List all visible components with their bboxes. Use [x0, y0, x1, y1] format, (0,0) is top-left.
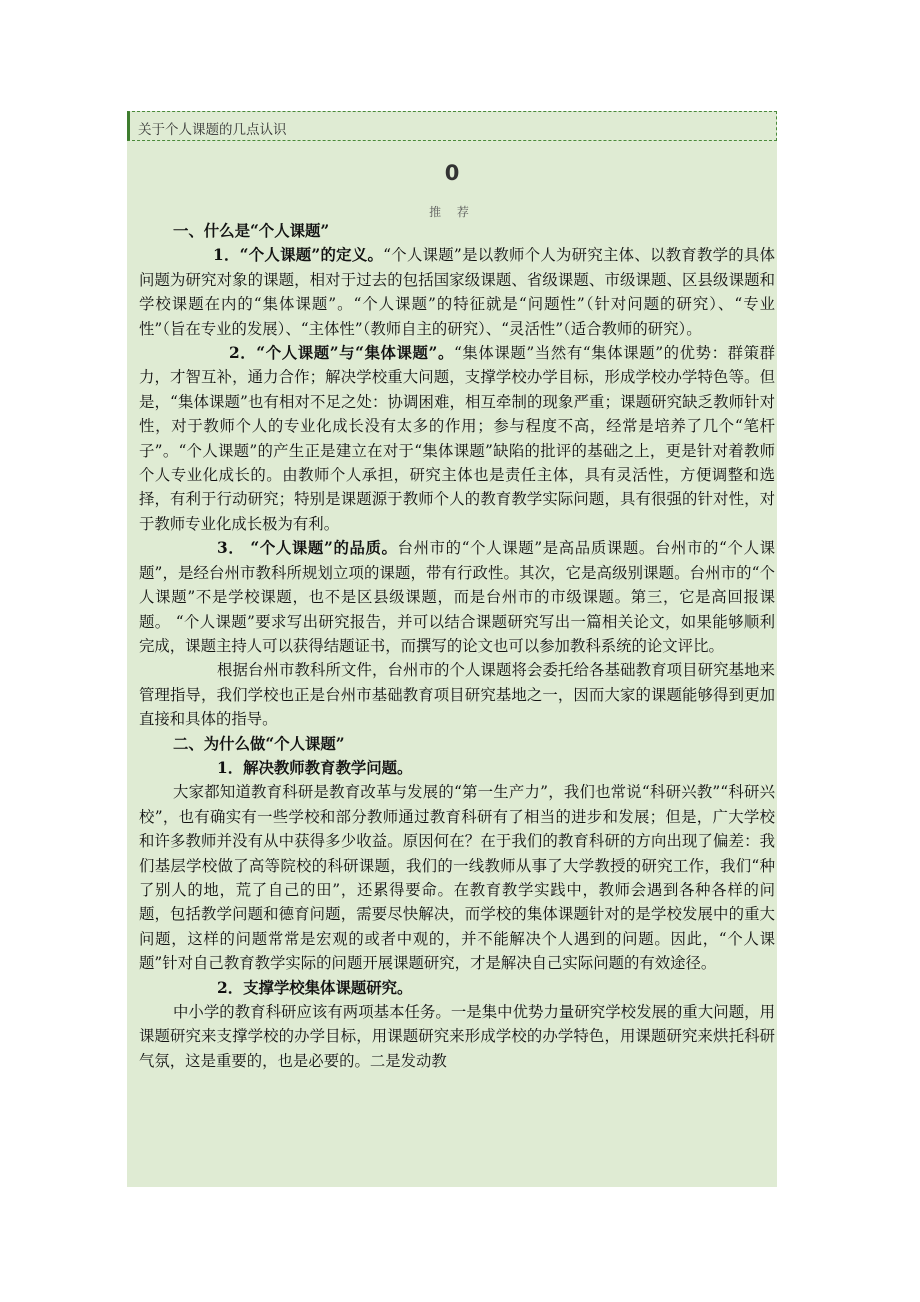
title-bar	[127, 111, 777, 141]
paragraph-support-research: 中小学的教育科研应该有两项基本任务。一是集中优势力量研究学校发展的重大问题，用课题研究来支撑学校的办学目标，用课题研究来形成学校的办学特色，用课题研究来烘托科研气氛，这是重要的，也是必要的。二是发动教	[139, 1003, 775, 1070]
paragraph-comparison: 2．“个人课题”与“集体课题”。“集体课题”当然有“集体课题”的优势：群策群力，才智互补，通力合作；解决学校重大问题，支撑学校办学目标，形成学校办学特色等。但是，“集体课题”也有相对不足之处：协调困难，相互牵制的现象严重；课题研究缺乏教师针对性，对于教师个人的专业化成长没有太多的作用；参与程度不高，经常是培养了几个“笔杆子”。“个人课题”的产生正是建立在对于“集体课题”缺陷的批评的基础之上，更是针对着教师个人专业化成长的。由教师个人承担，研究主体也是责任主体，具有灵活性，方便调整和选择，有利于行动研究；特别是课题源于教师个人的教育教学实际问题，具有很强的针对性，对于教师专业化成长极为有利。	[139, 344, 775, 533]
document-title: 关于个人课题的几点认识	[138, 122, 287, 138]
section-heading-1: 一、什么是“个人课题”	[173, 222, 330, 240]
subheading-solve-problems: 1．解决教师教育教学问题。	[217, 758, 413, 777]
document-body	[139, 219, 775, 1073]
paragraph-heading: 3． “个人课题”的品质。	[217, 539, 398, 558]
recommend-count: 0	[444, 161, 460, 185]
subheading-support-research: 2．支撑学校集体课题研究。	[217, 978, 413, 997]
section-heading-2: 二、为什么做“个人课题”	[173, 734, 345, 753]
paragraph-definition: 1．“个人课题”的定义。“个人课题”是以教师个人为研究主体、以教育教学的具体问题为研究对象的课题，相对于过去的包括国家级课题、省级课题、市级课题、区县级课题和学校课题在内的“集体课题”。“个人课题”的特征就是“问题性”（针对问题的研究）、“专业性”（旨在专业的发展）、“主体性”（教师自主的研究）、“灵活性”（适合教师的研究）。	[139, 246, 775, 338]
paragraph-heading: 1．“个人课题”的定义。	[213, 246, 384, 265]
recommend-label[interactable]: 推 荐	[429, 205, 475, 219]
paragraph-guidance: 根据台州市教科所文件，台州市的个人课题将会委托给各基础教育项目研究基地来管理指导，我们学校也正是台州市基础教育项目研究基地之一，因而大家的课题能够得到更加直接和具体的指导。	[139, 661, 775, 729]
paragraph-heading: 2．“个人课题”与“集体课题”。	[229, 344, 454, 363]
document-panel	[127, 111, 777, 1187]
paragraph-solve-problems: 大家都知道教育科研是教育改革与发展的“第一生产力”，我们也常说“科研兴教”“科研兴校”，也有确实有一些学校和部分教师通过教育科研有了相当的进步和发展；但是，广大学校和许多教师并没有从中获得多少收益。原因何在？在于我们的教育科研的方向出现了偏差：我们基层学校做了高等院校的科研课题，我们的一线教师从事了大学教授的研究工作，我们“种了别人的地，荒了自己的田”，还累得要命。在教育教学实践中，教师会遇到各种各样的问题，包括教学问题和德育问题，需要尽快解决，而学校的集体课题针对的是学校发展中的重大问题，这样的问题常常是宏观的或者中观的，并不能解决个人遇到的问题。因此，“个人课题”针对自己教育教学实际的问题开展课题研究，才是解决自己实际问题的有效途径。	[139, 783, 775, 973]
paragraph-quality: 3． “个人课题”的品质。台州市的“个人课题”是高品质课题。台州市的“个人课题”，是经台州市教科所规划立项的课题，带有行政性。其次，它是高级别课题。台州市的“个人课题”不是学校课题，也不是区县级课题，而是台州市的市级课题。第三，它是高回报课题。 “个人课题”要求写出研究报告，并可以结合课题研究写出一篇相关论文，如果能够顺利完成，课题主持人可以获得结题证书，而撰写的论文也可以参加教科系统的论文评比。	[139, 539, 775, 655]
